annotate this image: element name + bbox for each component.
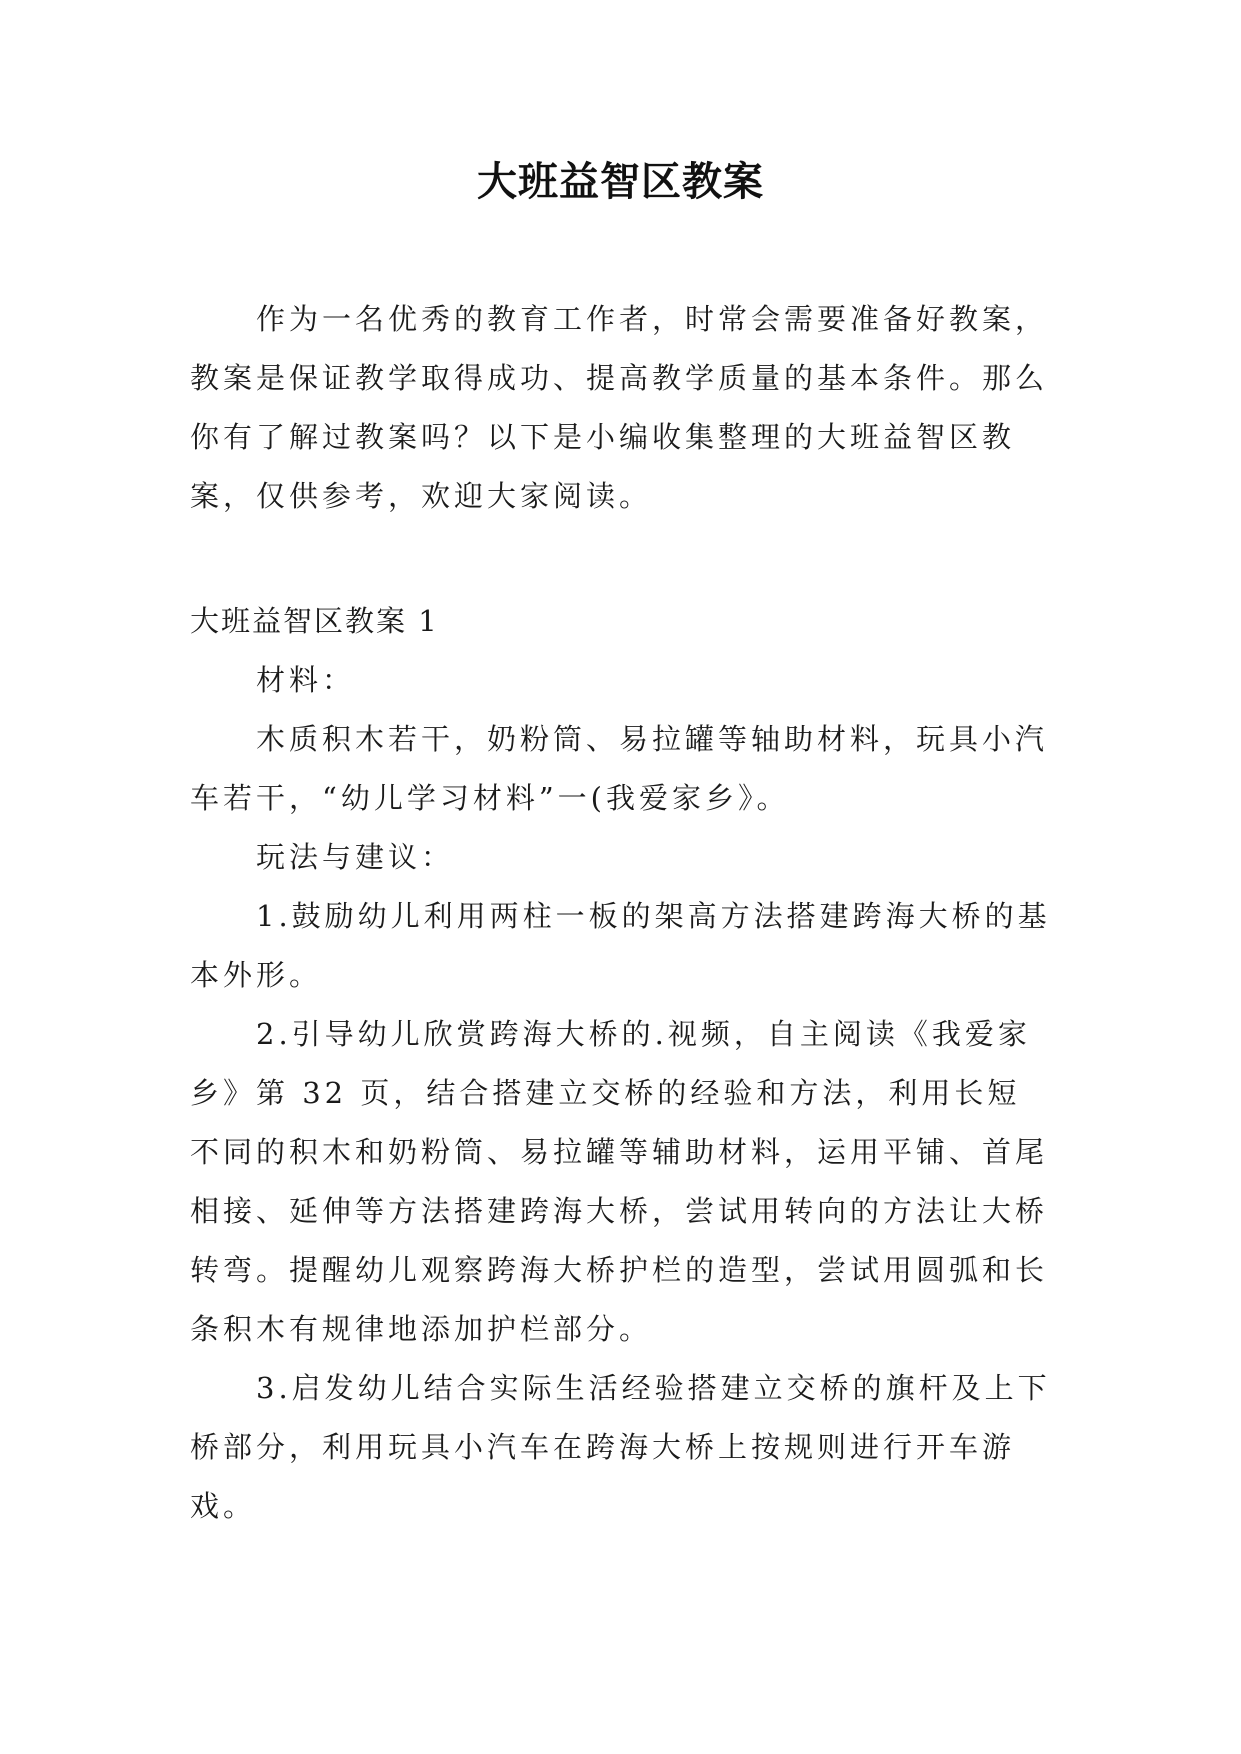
- list-item: 2.引导幼儿欣赏跨海大桥的.视频，自主阅读《我爱家乡》第 32 页，结合搭建立交桥的经验和方法，利用长短不同的积木和奶粉筒、易拉罐等辅助材料，运用平铺、首尾相接、延伸等方法搭建跨海大桥，尝试用转向的方法让大桥转弯。提醒幼儿观察跨海大桥护栏的造型，尝试用圆弧和长条积木有规律地添加护栏部分。: [190, 1017, 1049, 1346]
- intro-paragraph: 作为一名优秀的教育工作者，时常会需要准备好教案，教案是保证教学取得成功、提高教学质量的基本条件。那么你有了解过教案吗？以下是小编收集整理的大班益智区教案，仅供参考，欢迎大家阅读。: [190, 302, 1049, 513]
- materials-paragraph: 木质积木若干，奶粉筒、易拉罐等轴助材料，玩具小汽车若干，“幼儿学习材料”一(我爱家乡》。: [190, 722, 1049, 815]
- list-item: 1.鼓励幼儿利用两柱一板的架高方法搭建跨海大桥的基本外形。: [190, 899, 1051, 992]
- list-item: 3.启发幼儿结合实际生活经验搭建立交桥的旗杆及上下桥部分，利用玩具小汽车在跨海大桥上按规则进行开车游戏。: [190, 1371, 1051, 1523]
- document-body: [190, 290, 1052, 1536]
- materials-label: 材料：: [256, 663, 356, 697]
- methods-label: 玩法与建议：: [256, 840, 455, 874]
- section-heading: 大班益智区教案 1: [190, 604, 439, 638]
- document-title: 大班益智区教案: [477, 159, 764, 205]
